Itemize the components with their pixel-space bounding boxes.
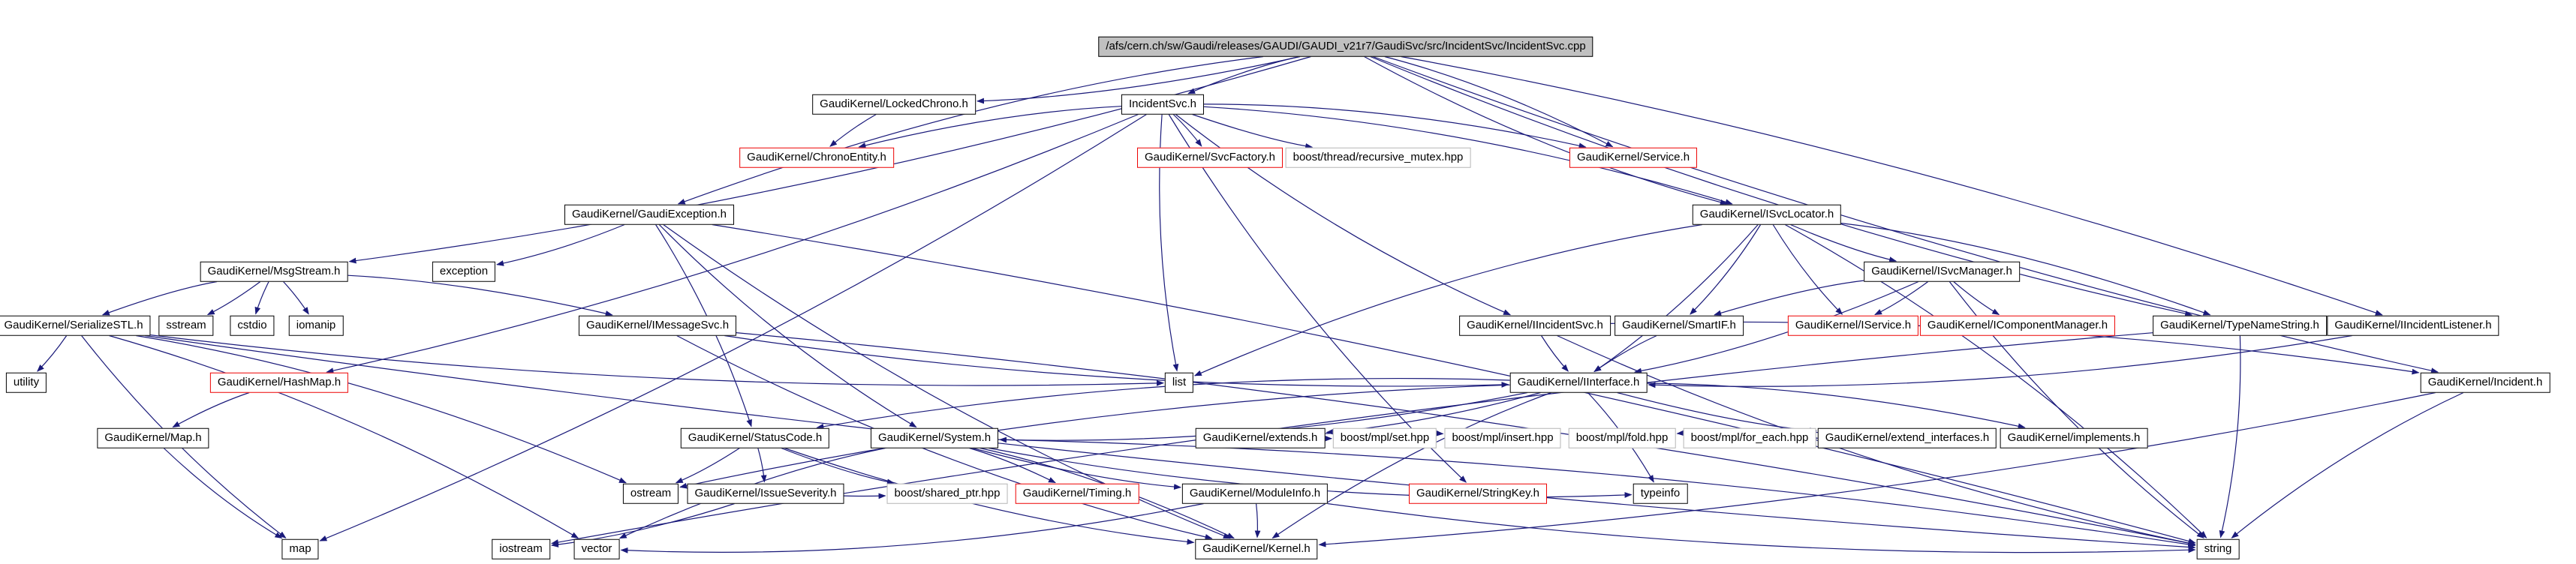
node-kernel[interactable] [1195,539,1317,560]
edge-msgstream-to-cstdio [256,282,269,314]
node-label: GaudiKernel/ISvcManager.h [1871,264,2012,278]
node-label: boost/shared_ptr.hpp [894,486,1001,500]
node-iincidentsvc[interactable] [1459,316,1611,336]
node-cstdio [230,316,274,336]
node-statuscode[interactable] [681,428,829,448]
node-label: cstdio [237,318,267,332]
node-label: utility [13,375,40,388]
node-gmap[interactable] [97,428,209,448]
node-iinterface[interactable] [1510,373,1648,393]
node-label: GaudiKernel/IMessageSvc.h [585,318,730,332]
node-label: GaudiKernel/System.h [877,430,992,444]
node-typeinfo [1633,484,1688,504]
node-lockedchrono[interactable] [812,94,976,115]
node-label: GaudiKernel/HashMap.h [217,375,342,388]
node-stringkey[interactable] [1409,484,1547,504]
edge-statuscode-to-ostream [676,448,740,483]
node-cpp [1098,37,1593,57]
node-label: GaudiKernel/IssueSeverity.h [694,486,837,500]
node-label: /afs/cern.ch/sw/Gaudi/releases/GAUDI/GAUDI_v21r7/GaudiSvc/src/IncidentSvc/IncidentSvc.cpp [1106,39,1586,52]
node-iservice[interactable] [1788,316,1918,336]
edge-iinterface-to-extend_interfaces [1618,393,1816,431]
node-service[interactable] [1569,148,1697,168]
node-imessagesvc[interactable] [579,316,736,336]
edge-incidentsvc_h-to-stringkey [1169,115,1466,483]
node-label: IncidentSvc.h [1128,97,1197,110]
edge-serializestl-to-utility [38,336,67,372]
node-label: typeinfo [1640,486,1681,500]
node-label: GaudiKernel/implements.h [2007,430,2141,444]
node-list [1165,373,1193,393]
node-label: boost/mpl/fold.hpp [1575,430,1669,444]
node-label: GaudiKernel/StringKey.h [1416,486,1539,500]
edge-isvclocator-to-isvcmanager [1791,225,1897,262]
node-issueseverity[interactable] [688,484,844,504]
edge-moduleinfo-to-vector [621,504,1204,553]
edge-incidentsvc_h-to-recursive_mutex [1193,115,1313,148]
edge-incident-to-string [2231,393,2463,538]
node-ostream [623,484,679,504]
edge-msgstream-to-sstream [208,282,260,315]
node-isvclocator[interactable] [1693,205,1841,225]
edge-isvclocator-to-iinterface [1594,225,1758,372]
node-recursive_mutex [1286,148,1471,168]
node-string [2197,539,2240,560]
node-label: GaudiKernel/SvcFactory.h [1145,150,1275,164]
edge-iinterface-to-implements [1648,383,2025,428]
node-label: GaudiKernel/GaudiException.h [572,207,727,220]
node-label: GaudiKernel/IIncidentSvc.h [1467,318,1603,332]
node-label: GaudiKernel/LockedChrono.h [820,97,968,110]
node-vector [574,539,620,560]
node-implements[interactable] [2000,428,2148,448]
node-label: GaudiKernel/MsgStream.h [207,264,341,278]
node-label: boost/mpl/set.hpp [1340,430,1430,444]
node-isvcmanager[interactable] [1864,262,2020,282]
node-label: GaudiKernel/IIncidentListener.h [2334,318,2492,332]
node-exception [432,262,495,282]
node-mpl_foreach [1684,428,1816,448]
node-typenamestring[interactable] [2153,316,2327,336]
edge-gaudiexception-to-exception [497,225,624,265]
node-mpl_set [1333,428,1437,448]
edge-lockedchrono-to-chronoentity [830,115,876,147]
node-extends[interactable] [1196,428,1326,448]
node-label: GaudiKernel/TypeNameString.h [2160,318,2319,332]
edge-gmap-to-map [164,448,281,538]
node-utility [6,373,47,393]
edge-cpp-to-service [1385,57,1613,147]
edge-isvcmanager-to-iservice [1875,282,1928,315]
node-label: GaudiKernel/ISvcLocator.h [1699,207,1834,220]
node-moduleinfo[interactable] [1182,484,1328,504]
edge-moduleinfo-to-string [1328,504,2195,553]
node-label: list [1172,375,1187,388]
edge-cpp-to-incidentsvc_h [1188,57,1299,94]
node-iostream [492,539,550,560]
node-label: exception [439,264,489,278]
node-sstream [158,316,213,336]
node-label: ostream [630,486,672,500]
node-label: GaudiKernel/extend_interfaces.h [1825,430,1990,444]
edge-iinterface-to-kernel [1272,393,1554,538]
node-label: GaudiKernel/extends.h [1202,430,1318,444]
node-mpl_insert [1444,428,1560,448]
edge-hashmap-to-gmap [173,393,249,428]
edge-isvclocator-to-iservice [1773,225,1842,315]
node-label: sstream [166,318,206,332]
edge-incident-to-kernel [1320,393,2436,545]
node-shared_ptr [887,484,1008,504]
edge-incidentsvc_h-to-svcfactory [1173,115,1202,146]
node-label: GaudiKernel/Timing.h [1022,486,1132,500]
edge-isvclocator-to-list [1195,225,1702,376]
edge-serializestl-to-ostream [136,336,626,483]
node-incidentsvc_h[interactable] [1121,94,1204,115]
node-gaudiexception[interactable] [564,205,734,225]
node-label: GaudiKernel/Service.h [1576,150,1690,164]
node-label: boost/mpl/insert.hpp [1452,430,1554,444]
node-iincidentlistener[interactable] [2327,316,2499,336]
edge-msgstream-to-serializestl [103,282,217,315]
node-label: GaudiKernel/Map.h [104,430,202,444]
node-system[interactable] [871,428,998,448]
node-label: boost/mpl/for_each.hpp [1690,430,1809,444]
edge-iincidentlistener-to-iinterface [1649,336,2352,387]
edge-cpp-to-gaudiexception [679,57,1263,204]
edge-moduleinfo-to-kernel [1256,504,1258,538]
node-label: string [2204,542,2232,555]
edge-typenamestring-to-string [2221,336,2240,538]
node-label: GaudiKernel/ModuleInfo.h [1189,486,1321,500]
edge-cpp-to-typenamestring [1371,57,2192,316]
node-label: boost/thread/recursive_mutex.hpp [1293,150,1464,164]
edge-system-to-string [998,440,2195,545]
node-label: GaudiKernel/ChronoEntity.h [747,150,886,164]
node-incident[interactable] [2421,373,2550,393]
node-label: GaudiKernel/StatusCode.h [688,430,823,444]
node-msgstream[interactable] [200,262,348,282]
node-label: GaudiKernel/SerializeSTL.h [4,318,143,332]
edge-isvcmanager-to-smartif [1714,280,1864,315]
node-label: iostream [499,542,543,555]
node-label: GaudiKernel/IService.h [1795,318,1912,332]
node-smartif[interactable] [1615,316,1744,336]
node-label: map [289,542,311,555]
node-svcfactory[interactable] [1137,148,1283,168]
node-map [281,539,318,560]
node-serializestl[interactable] [0,316,151,336]
node-iomanip [289,316,344,336]
node-label: GaudiKernel/Kernel.h [1202,542,1311,555]
node-chronoentity[interactable] [739,148,894,168]
node-label: GaudiKernel/Incident.h [2427,375,2543,388]
node-label: GaudiKernel/IComponentManager.h [1927,318,2108,332]
edge-incidentsvc_h-to-iincidentsvc [1175,115,1510,315]
edge-isvclocator-to-smartif [1690,225,1761,315]
edge-statuscode-to-issueseverity [758,448,765,482]
node-label: GaudiKernel/SmartIF.h [1622,318,1736,332]
edge-iincidentsvc-to-iinterface [1542,336,1569,372]
node-label: GaudiKernel/IInterface.h [1517,375,1640,388]
node-label: iomanip [296,318,336,332]
node-label: vector [581,542,612,555]
edge-msgstream-to-iomanip [284,282,309,314]
node-timing[interactable] [1016,484,1139,504]
node-hashmap[interactable] [210,373,348,393]
node-mpl_fold [1569,428,1676,448]
edge-isvcmanager-to-icomponentmanager [1954,282,2000,315]
node-icomponentmanager[interactable] [1920,316,2115,336]
node-extend_interfaces[interactable] [1818,428,1997,448]
